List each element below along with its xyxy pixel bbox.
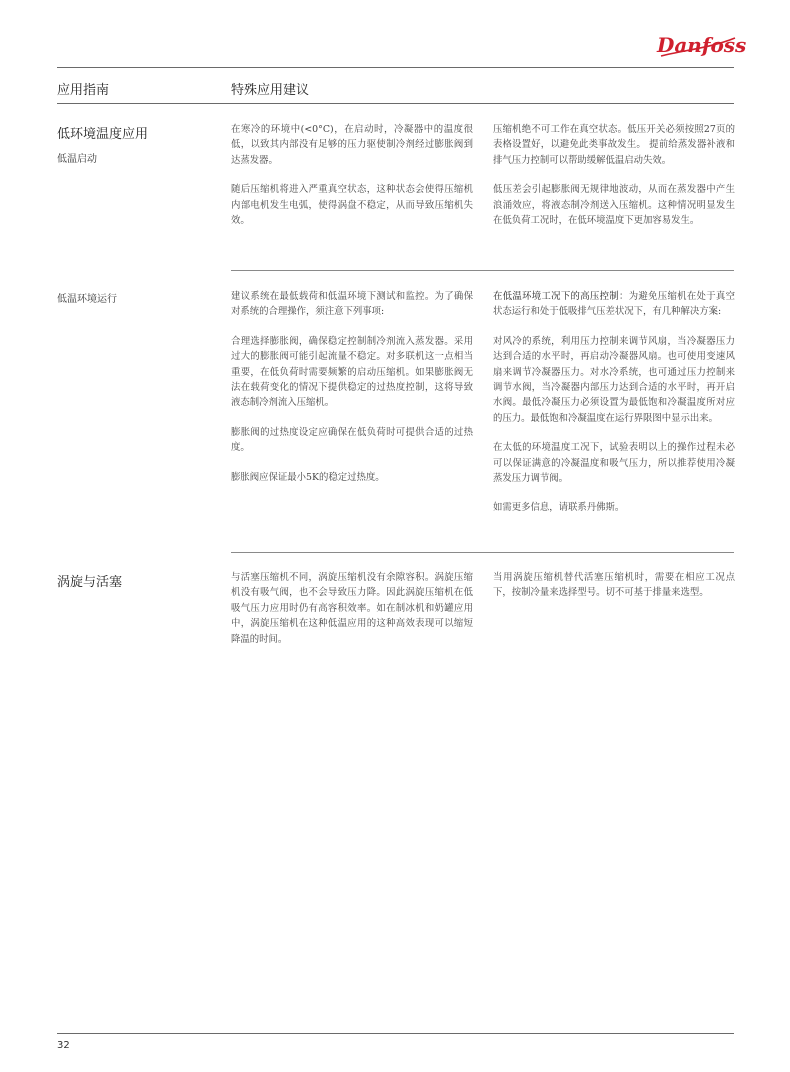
scroll-vs-piston-right-column (493, 570, 735, 615)
section-divider (231, 270, 734, 271)
paragraph: 压缩机绝不可工作在真空状态。低压开关必须按照27页的表格设置好，以避免此类事故发生。 提前给蒸发器补液和排气压力控制可以帮助缓解低温启动失效。 (493, 124, 735, 166)
paragraph: 膨胀阀的过热度设定应确保在低负荷时可提供合适的过热度。 (231, 426, 473, 454)
subtitle-low-temp-start: 低温启动 (57, 154, 97, 165)
footer-rule (57, 1033, 734, 1034)
section-divider (231, 552, 734, 553)
paragraph: 合理选择膨胀阀，确保稳定控制制冷剂流入蒸发器。采用过大的膨胀阀可能引起流量不稳定。对多联机这一点相当重要，在低负荷时需要频繁的启动压缩机。如果膨胀阀无法在载荷变化的情况下提供稳定的过热度控制，这将导致液态制冷剂流入压缩机。 (231, 335, 473, 409)
paragraph: 当用涡旋压缩机替代活塞压缩机时，需要在相应工况点下，按制冷量来选择型号。切不可基于排量来选型。 (493, 572, 735, 599)
paragraph: 如需更多信息，请联系丹佛斯。 (493, 502, 625, 514)
section-title-scroll-vs-piston: 涡旋与活塞 (57, 575, 123, 590)
header-top-rule (57, 67, 734, 68)
lead-rest: ：为避免压缩机在处于真空状态运行和处于低吸排气压差状况下，有几种解决方案: (493, 291, 735, 318)
subtitle-low-temp-operation: 低温环境运行 (57, 294, 117, 305)
danfoss-logo (655, 28, 747, 62)
section-title-low-ambient: 低环境温度应用 (57, 127, 149, 142)
low-temp-operation-right-column (493, 289, 735, 530)
header-section-label: 应用指南 (57, 83, 110, 98)
paragraph: 在太低的环境温度工况下，试验表明以上的操作过程未必可以保证满意的冷凝温度和吸气压力，所以推荐使用冷凝蒸发压力调节阀。 (493, 442, 735, 485)
low-temp-operation-left-column (231, 289, 473, 499)
header-bottom-rule (57, 103, 734, 104)
paragraph: 在寒冷的环境中(<0°C)，在启动时，冷凝器中的温度很低，以致其内部没有足够的压力驱使制冷剂经过膨胀阀到达蒸发器。 (231, 124, 473, 166)
paragraph: 随后压缩机将进入严重真空状态，这种状态会使得压缩机内部电机发生电弧，使得涡盘不稳定，从而导致压缩机失效。 (231, 184, 473, 227)
low-temp-start-right-column (493, 122, 735, 242)
header-page-title: 特殊应用建议 (231, 83, 310, 98)
paragraph: 对风冷的系统，利用压力控制来调节风扇，当冷凝器压力达到合适的水平时，再启动冷凝器风扇。也可使用变速风扇来调节冷凝器压力。对水冷系统，也可通过压力控制来调节水阀，当冷凝器内部压力达到合适的水平时，再开启水阀。最低冷凝压力必须设置为最低饱和冷凝温度所对应的压力。最低饱和冷凝温度在运行界限图中显示出来。 (493, 335, 735, 424)
bold-lead: 在低温环境工况下的高压控制 (493, 291, 619, 302)
low-temp-start-left-column (231, 122, 473, 242)
paragraph: 低压差会引起膨胀阀无规律地波动，从而在蒸发器中产生浪涌效应，将液态制冷剂送入压缩机。这种情况明显发生在低负荷工况时，在低环境温度下更加容易发生。 (493, 184, 735, 227)
paragraph-high-pressure-control (493, 289, 735, 320)
page-number: 32 (57, 1040, 70, 1051)
scroll-vs-piston-left-column (231, 570, 473, 661)
paragraph: 与活塞压缩机不同，涡旋压缩机没有余隙容积。涡旋压缩机没有吸气阀，也不会导致压力降。因此涡旋压缩机在低吸气压力应用时仍有高容积效率。如在制冰机和奶罐应用中，涡旋压缩机在这种低温应用的这种高效表现可以缩短降温的时间。 (231, 572, 473, 645)
paragraph: 膨胀阀应保证最小5K的稳定过热度。 (231, 471, 385, 483)
logo-wordmark: Danfoss (657, 33, 747, 57)
paragraph: 建议系统在最低载荷和低温环境下测试和监控。为了确保对系统的合理操作，须注意下列事项: (231, 291, 473, 318)
